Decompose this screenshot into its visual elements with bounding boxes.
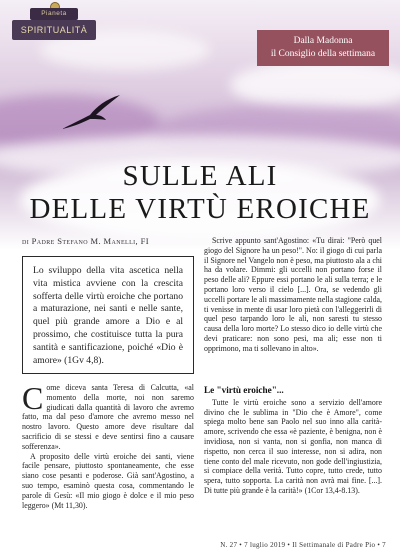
cloud: [230, 60, 400, 110]
section-subheading: Le "virtù eroiche"...: [204, 385, 284, 395]
left-column: [22, 380, 194, 510]
right-column-top: [204, 236, 382, 354]
right-column-bottom: [204, 386, 382, 496]
page-footer: N. 27 • 7 luglio 2019 • Il Settimanale di Padre Pio • 7: [220, 541, 386, 549]
rubric-tag: [257, 30, 389, 66]
title-line1: SULLE ALI: [122, 160, 278, 192]
paragraph: Scrive appunto sant'Agostino: «Tu dirai: "Però quel giogo del Signore ha un peso!". No: il giogo di cui parla il Signore nel Vangelo non è peso, ma piuttosto ala a chi ha da volare. Dimmi: gli uccelli non portano forse il peso delle ali? Eppure essi portano le ali sulla terra; e le portano loro verso il cielo [...]. Ora, se vedendo gli uccelli portare le ali massimamente nella stagione calda, ti venisse in mente di usar loro pietà con l'alleggerirli di quel peso tarpando loro le ali, non saresti tu stesso causa della loro morte? Lo stesso dico io delle virtù che devi praticare: non sono pesi, ma ali; esse non ti opprimono, ma ti sollevano in alto».: [204, 236, 382, 353]
paragraph-text: ome diceva santa Teresa di Calcutta, «al momento della morte, noi non saremo giudicati dalla quantità di lavoro che avremo fatto, ma dal peso d'amore che avremo messo nel nostro lavoro. Questo amore deve risultare dal sacrificio di se stessi e deve sentirsi fino a causare sofferenza».: [22, 383, 194, 451]
author-byline: di Padre Stefano M. Manelli, FI: [22, 236, 149, 246]
paragraph: A proposito delle virtù eroiche dei santi, viene facile pensare, piuttosto spontaneamente, che esse siano cose pesanti e poderose. Già sant'Agostino, a suo tempo, esaminò questa cosa, commentando le parole di Gesù: «Il mio giogo è dolce e il mio peso leggero» (Mt 11,30).: [22, 451, 194, 510]
badge-top-label: Pianeta: [30, 8, 78, 20]
bird-silhouette-icon: [60, 93, 122, 131]
rubric-tag-line1: Dalla Madonna: [293, 36, 353, 46]
pull-quote-text: Lo sviluppo della vita ascetica nella vita mistica avviene con la crescita sofferta delle virtù eroiche che portano a maturazione, nei santi e nelle sante, quel più grande amore a Dio e al prossimo, che costituisce tutta la pura santità e santificazione, poiché «Dio è amore» (1Gv 4,8).: [33, 265, 183, 366]
rubric-tag-line2: il Consiglio della settimana: [270, 49, 376, 59]
article-title: [0, 160, 400, 226]
pull-quote-box: [22, 256, 194, 374]
badge-main-label: SPIRITUALITÀ: [12, 20, 96, 40]
drop-cap: C: [22, 380, 44, 416]
title-line2: DELLE VIRTÙ EROICHE: [29, 193, 371, 225]
paragraph: [22, 380, 194, 452]
paragraph: Tutte le virtù eroiche sono a servizio dell'amore divino che le sublima in "Dio che è Amore", come spiega molto bene san Paolo nel suo inno alla carità-amore, scrivendo che essa «è paziente, è benigna, non è invidiosa, non si vanta, non si gonfia, non manca di rispetto, non cerca il suo interesse, non si adira, non tiene conto del male ricevuto, non gode dell'ingiustizia, si compiace della verità. Tutto copre, tutto crede, tutto spera, tutto sopporta. La carità non avrà mai fine. [...]. Di tutte più grande è la carità!» (1Cor 13,4-8.13).: [204, 397, 382, 495]
section-badge: [12, 8, 96, 52]
